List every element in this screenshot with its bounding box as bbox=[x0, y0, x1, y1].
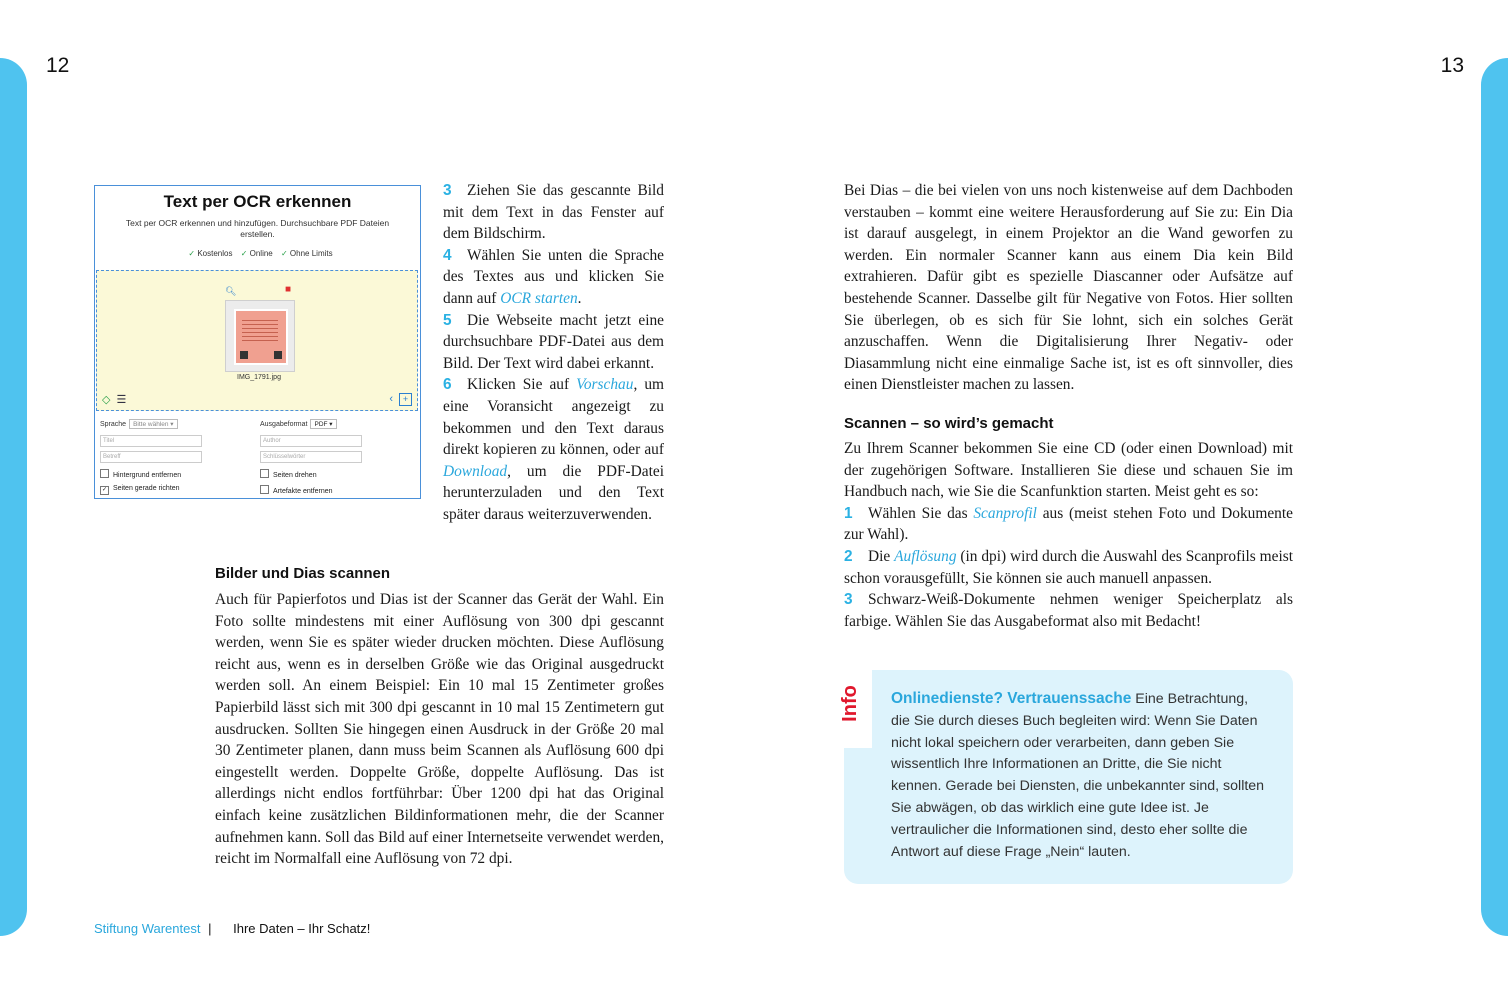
scan-step-2 bbox=[844, 546, 1293, 589]
feature-no-limits: Ohne Limits bbox=[289, 249, 333, 258]
paragraph: Zu Ihrem Scanner bekommen Sie eine CD (oder einen Download) mit der zugehörigen Software. Installieren Sie diese und schauen Sie im Handbuch nach, wie Sie die Scanfunktion starten. Meist geht es so: bbox=[844, 440, 1293, 501]
footer bbox=[94, 921, 370, 936]
step-number: 5 bbox=[443, 311, 452, 329]
download-link: Download bbox=[443, 462, 508, 480]
checkbox-straighten-pages[interactable] bbox=[100, 485, 180, 495]
info-text bbox=[866, 688, 1268, 863]
steps-list-left bbox=[443, 180, 664, 526]
language-select[interactable]: Bitte wählen ▾ bbox=[129, 419, 178, 429]
thumbnail-mark bbox=[240, 351, 248, 359]
thumbnail-filename: IMG_1791.jpg bbox=[237, 374, 281, 381]
resolution-link: Auflösung bbox=[894, 547, 957, 565]
checkbox-remove-artifacts[interactable] bbox=[260, 485, 333, 495]
thumbnail-text-lines bbox=[242, 317, 278, 343]
checkbox-box[interactable] bbox=[100, 469, 109, 478]
step-6 bbox=[443, 374, 664, 525]
ocr-screenshot-figure bbox=[94, 185, 421, 499]
checkbox-remove-background[interactable] bbox=[100, 469, 181, 479]
step-text: . bbox=[577, 289, 582, 307]
step-4 bbox=[443, 245, 664, 310]
author-field[interactable]: Author bbox=[260, 435, 362, 447]
format-select[interactable]: PDF ▾ bbox=[310, 419, 336, 429]
subject-field[interactable]: Betreff bbox=[100, 451, 202, 463]
checkbox-box[interactable] bbox=[260, 469, 269, 478]
info-label-text: Info bbox=[838, 685, 861, 722]
figure-subtitle: Text per OCR erkennen und hinzufügen. Durchsuchbare PDF Dateien erstellen. bbox=[125, 218, 390, 239]
shield-icon[interactable]: ◇ bbox=[102, 394, 111, 406]
step-text: (in dpi) wird durch die Auswahl des Scanprofils meist schon vorausgefüllt, Sie können sie auch manuell anpassen. bbox=[844, 547, 1293, 587]
format-select-value: PDF bbox=[314, 421, 328, 428]
checkbox-box-checked[interactable]: ✓ bbox=[101, 487, 108, 493]
footer-title: Ihre Daten – Ihr Schatz! bbox=[233, 921, 371, 936]
right-edge-tab bbox=[1481, 58, 1508, 936]
step-number: 3 bbox=[844, 591, 853, 609]
step-text: Wählen Sie unten die Sprache des Textes aus und klicken Sie dann auf bbox=[443, 246, 664, 307]
title-field[interactable]: Titel bbox=[100, 435, 202, 447]
image-thumbnail[interactable] bbox=[225, 300, 295, 372]
step-number: 1 bbox=[844, 504, 853, 522]
info-lead: Onlinedienste? Vertrauenssache bbox=[891, 690, 1132, 707]
step-text: Die Webseite macht jetzt eine durchsuchbare PDF-Datei aus dem Bild. Der Text wird dabei erkannt. bbox=[443, 311, 664, 372]
checkbox-label: Seiten drehen bbox=[273, 472, 317, 479]
step-text: Wählen Sie das bbox=[868, 504, 974, 522]
language-select-value: Bitte wählen bbox=[133, 421, 169, 428]
intro-paragraph-right bbox=[844, 180, 1293, 396]
preview-link: Vorschau bbox=[576, 376, 634, 394]
footer-brand: Stiftung Warentest bbox=[94, 921, 201, 936]
figure-features bbox=[95, 249, 420, 258]
step-number: 6 bbox=[443, 376, 452, 394]
feature-free: Kostenlos bbox=[197, 249, 233, 258]
scan-step-3 bbox=[844, 589, 1293, 632]
paragraph: Bei Dias – die bei vielen von uns noch kistenweise auf dem Dachboden verstauben – kommt eine weitere Herausforderung auf Sie zu: Ein Dia ist darauf ausgelegt, in einem Projektor an die Wand geworfen zu werden. Ein normaler Scanner kann aus einem Dia kein Bild extrahieren. Dafür gibt es spezielle Diascanner oder Aufsätze auf bestehende Scanner. Dasselbe gilt für Negative von Fotos. Hier sollten Sie überlegen, ob es sich für Sie lohnt, sich ein solches Gerät anzuschaffen. Wenn die Digitalisierung Ihrer Negativ- oder Diasammlung nicht eine einmalige Sache ist, ist es oft sinnvoller, dies einen Dienstleister machen zu lassen. bbox=[844, 182, 1293, 394]
check-icon: ✓ bbox=[240, 249, 248, 258]
section-heading-scan-photos: Bilder und Dias scannen bbox=[215, 565, 391, 582]
thumbnail-image bbox=[234, 309, 288, 365]
checkbox-label: Seiten gerade richten bbox=[113, 485, 180, 492]
checkbox-label: Artefakte entfernen bbox=[273, 488, 333, 495]
dropzone-right-icons bbox=[389, 393, 412, 406]
section-heading-scanning: Scannen – so wird’s gemacht bbox=[844, 415, 1054, 432]
list-icon[interactable]: ☰ bbox=[116, 394, 127, 406]
page-number-right: 13 bbox=[1440, 54, 1464, 77]
section-body-scan-photos bbox=[215, 589, 664, 870]
step-number: 3 bbox=[443, 182, 452, 199]
figure-title: Text per OCR erkennen bbox=[163, 192, 352, 211]
format-label: Ausgabeformat bbox=[260, 421, 308, 428]
add-file-icon[interactable]: + bbox=[399, 393, 412, 406]
dropzone-left-icons bbox=[102, 393, 126, 406]
check-icon: ✓ bbox=[188, 249, 196, 258]
step-number: 2 bbox=[844, 547, 853, 565]
footer-separator: | bbox=[208, 921, 212, 936]
step-5 bbox=[443, 310, 664, 375]
keywords-field[interactable]: Schlüsselwörter bbox=[260, 451, 362, 463]
thumbnail-mark bbox=[274, 351, 282, 359]
chevron-left-icon[interactable]: ‹ bbox=[389, 393, 393, 405]
paragraph: Auch für Papierfotos und Dias ist der Scanner das Gerät der Wahl. Ein Foto sollte mindestens mit einer Auflösung von 300 dpi gescannt werden, wenn Sie es später wieder drucken möchten. Diese Auflösung reicht aus, wenn es in derselben Größe wie das Original ausgedruckt werden soll. An einem Beispiel: Ein 10 mal 15 Zentimeter großes Papierbild lässt sich mit 300 dpi gescannt in 10 mal 15 Zentimetern gut ausdrucken. Sollten Sie hingegen einen Ausdruck in der Größe 20 mal 30 Zentimeter planen, dann muss beim Scannen als Auflösung 600 dpi eingestellt werden. Doppelte Größe, doppelte Auflösung. Das ist allerdings nicht endlos fortführbar: Über 1200 dpi hat das Original einfach keine zusätzlichen Bildinformationen mehr, die der Scanner aufnehmen kann. Soll das Bild auf einer Internetseite verwendet werden, reicht im Normalfall eine Auflösung von 72 dpi. bbox=[215, 591, 664, 868]
page-number-left: 12 bbox=[46, 54, 70, 77]
language-row bbox=[100, 419, 178, 429]
trash-icon[interactable]: ■ bbox=[285, 284, 292, 295]
step-text: Die bbox=[868, 547, 895, 565]
checkbox-box[interactable] bbox=[260, 485, 269, 494]
step-number: 4 bbox=[443, 246, 452, 264]
checkbox-label: Hintergrund entfernen bbox=[113, 472, 182, 479]
scan-step-1 bbox=[844, 503, 1293, 546]
format-row bbox=[260, 419, 337, 429]
step-3 bbox=[443, 180, 664, 245]
step-text: Klicken Sie auf bbox=[467, 376, 577, 394]
step-text: Schwarz-Weiß-Dokumente nehmen weniger Speicherplatz als farbige. Wählen Sie das Ausgabeformat also mit Bedacht! bbox=[844, 591, 1293, 630]
step-text: , um die PDF-Datei herunterzuladen und den Text später daraus weiterzuverwenden. bbox=[443, 462, 664, 523]
section-body-scanning bbox=[844, 438, 1293, 632]
feature-online: Online bbox=[249, 249, 273, 258]
step-text: aus (meist stehen Foto und Dokumente zur Wahl). bbox=[844, 504, 1293, 544]
scanprofile-link: Scanprofil bbox=[973, 504, 1037, 522]
language-label: Sprache bbox=[100, 421, 127, 428]
ocr-start-link: OCR starten bbox=[500, 289, 578, 307]
left-edge-tab bbox=[0, 58, 27, 936]
checkbox-rotate-pages[interactable] bbox=[260, 469, 317, 479]
zoom-icon[interactable]: 🔍︎ bbox=[225, 286, 237, 296]
upload-dropzone[interactable] bbox=[96, 270, 418, 411]
info-body bbox=[866, 688, 1268, 863]
step-text: , um eine Voransicht angezeigt zu bekommen und den Text daraus direkt kopieren zu können, oder auf bbox=[443, 376, 664, 459]
check-icon: ✓ bbox=[280, 249, 288, 258]
info-body-text: Eine Betrachtung, die Sie durch dieses Buch begleiten wird: Wenn Sie Daten nicht lokal speichern oder verarbeiten, dann geben Sie wissentlich Ihre Informationen an Dritte, die Sie nicht kennen. Gerade bei Diensten, die unbekannter sind, sollten Sie abwägen, ob das wirklich eine gute Idee ist. Je vertraulicher die Informationen sind, desto eher sollte die Antwort auf diese Frage „Nein“ lauten. bbox=[891, 691, 1265, 860]
step-text: Ziehen Sie das gescannte Bild mit dem Text in das Fenster auf dem Bildschirm. bbox=[443, 182, 664, 243]
